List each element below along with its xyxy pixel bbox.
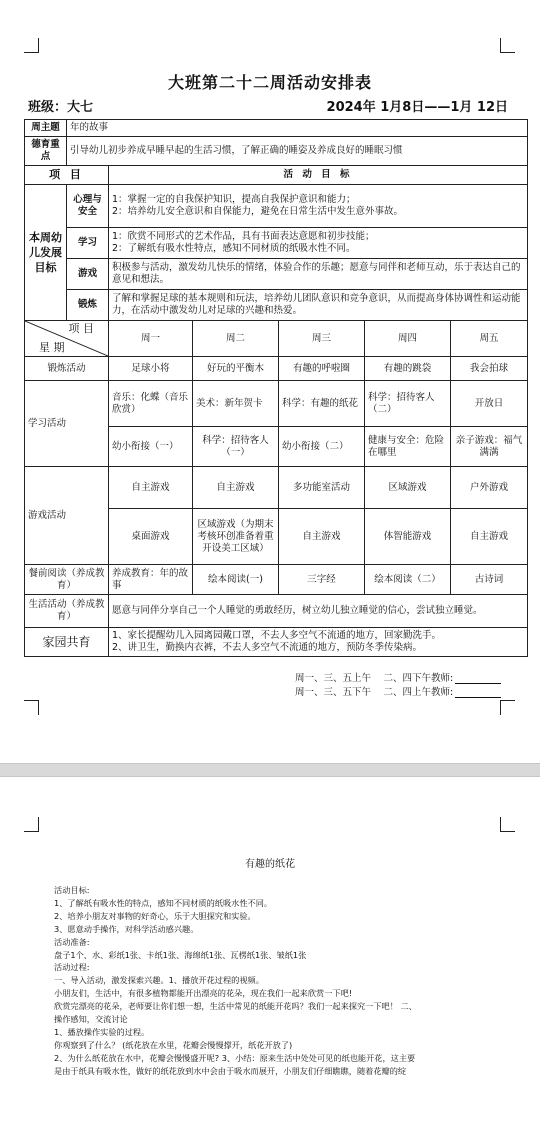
- body-line: 2、培养小朋友对事物的好奇心，乐于大胆探究和实验。: [54, 910, 256, 921]
- game-cell: 自主游戏: [193, 467, 279, 509]
- teacher-sign-label: 周一、三、五上午 二、四下午教师:: [295, 673, 454, 684]
- moral-label: 德育重点: [25, 137, 67, 166]
- goal-line: 2：了解纸有吸水性特点，感知不同材质的纸吸水性不同。: [112, 243, 356, 254]
- game-cell: 自主游戏: [109, 467, 193, 509]
- game-cell: 区域游戏: [365, 467, 451, 509]
- page-title: 大班第二十二周活动安排表: [167, 73, 372, 92]
- study-cell: 健康与安全：危险在哪里: [365, 427, 451, 467]
- body-line: 你观察到了什么？ (纸花放在水里，花瓣会慢慢撑开，纸花开放了): [54, 1039, 293, 1050]
- home-label: 家园共育: [25, 628, 109, 657]
- goal-label-safety: 心理与安全: [67, 185, 109, 228]
- exercise-cell: 好玩的平衡木: [193, 357, 279, 381]
- day-header: 周五: [451, 321, 528, 357]
- teacher-sign-line-2: [295, 684, 501, 698]
- goal-label-exercise: 锻炼: [67, 290, 109, 321]
- teacher-sign-label: 周一、三、五下午 二、四上午教师:: [295, 687, 454, 698]
- goal-label-game: 游戏: [67, 259, 109, 290]
- game-cell: 多功能室活动: [279, 467, 365, 509]
- goal-line: 1：掌握一定的自我保护知识，提高自我保护意识和能力；: [112, 194, 356, 205]
- page-separator: [0, 763, 540, 777]
- home-line: 2、讲卫生，勤换内衣裤，不去人多空气不流通的地方，预防冬季传染病。: [112, 642, 423, 653]
- exercise-cell: 足球小将: [109, 357, 193, 381]
- home-line: 1、家长提醒幼儿入园离园戴口罩，不去人多空气不流通的地方，回家勤洗手。: [112, 630, 442, 641]
- lesson-body: [54, 884, 514, 1078]
- game-cell: 桌面游戏: [109, 509, 193, 565]
- body-line: 2、为什么纸花放在水中，花瓣会慢慢盛开呢? 3、小结：原来生活中处处可见的纸也能开花，这主要: [54, 1052, 416, 1063]
- lesson-title: 有趣的纸花: [245, 859, 295, 870]
- study-cell: 科学：招待客人（一）: [193, 427, 279, 467]
- class-label: 班级：大七: [28, 100, 94, 115]
- crop-mark: [24, 38, 39, 53]
- body-line: 活动目标:: [54, 885, 90, 895]
- theme-label: 周主题: [25, 120, 67, 137]
- crop-mark: [500, 817, 515, 832]
- game-label: 游戏活动: [25, 467, 109, 565]
- study-cell: 音乐：化蝶（音乐欣赏）: [109, 381, 193, 427]
- reading-cell: 三字经: [279, 565, 365, 595]
- study-cell: 科学：有趣的纸花: [279, 381, 365, 427]
- day-header: 周三: [279, 321, 365, 357]
- day-header: 周四: [365, 321, 451, 357]
- goal-label-study: 学习: [67, 228, 109, 259]
- goal-text-study: [109, 228, 528, 259]
- day-header: 周二: [193, 321, 279, 357]
- goal-line: 2：培养幼儿安全意识和自保能力，避免在日常生活中发生意外事故。: [112, 206, 404, 217]
- life-label: 生活活动（养成教育）: [25, 595, 109, 628]
- signature-blank: [455, 674, 501, 684]
- moral-value: 引导幼儿初步养成早睡早起的生活习惯，了解正确的睡姿及养成良好的睡眠习惯: [67, 137, 528, 166]
- crop-mark: [500, 38, 515, 53]
- study-cell: 美术：新年贺卡: [193, 381, 279, 427]
- study-cell: 开放日: [451, 381, 528, 427]
- game-cell: 自主游戏: [279, 509, 365, 565]
- exercise-cell: 我会拍球: [451, 357, 528, 381]
- body-line: 1、了解纸有吸水性的特点，感知不同材质的纸吸水性不同。: [54, 897, 273, 908]
- life-text: 愿意与同伴分享自己一个人睡觉的勇敢经历，树立幼儿独立睡觉的信心，尝试独立睡觉。: [109, 595, 528, 628]
- weekly-goals-label: 本周幼儿发展目标: [25, 185, 67, 321]
- study-cell: 亲子游戏：福气满满: [451, 427, 528, 467]
- body-line: 欣赏完漂亮的花朵，老师要让你们想一想，生活中常见的纸能开花吗？我们一起来探究一下吧！ 二、: [54, 1001, 417, 1012]
- reading-cell: 养成教育：年的故事: [109, 565, 193, 595]
- exercise-cell: 有趣的呼啦圈: [279, 357, 365, 381]
- goal-text-exercise: 了解和掌握足球的基本规则和玩法，培养幼儿团队意识和竞争意识，从而提高身体协调性和运动能力，在活动中激发幼儿对足球的兴趣和热爱。: [109, 290, 528, 321]
- date-range: 2024年 1月8日——1月 12日: [326, 100, 508, 115]
- goal-line: 1：欣赏不同形式的艺术作品，具有书面表达意愿和初步技能；: [112, 231, 375, 242]
- item-label: 项 目: [25, 166, 109, 185]
- exercise-cell: 有趣的跳袋: [365, 357, 451, 381]
- corner-top-label: 项 目: [68, 322, 94, 335]
- theme-value: 年的故事: [67, 120, 528, 137]
- activity-schedule-table: [24, 119, 528, 657]
- reading-label: 餐前阅读（养成教育）: [25, 565, 109, 595]
- document-page-2: [0, 777, 540, 1122]
- corner-header: [25, 321, 109, 357]
- goal-text-safety: [109, 185, 528, 228]
- signature-blank: [455, 688, 501, 698]
- reading-cell: 绘本阅读（二）: [365, 565, 451, 595]
- goals-header: 活 动 目 标: [109, 166, 528, 185]
- body-line: 盘子1个、水、彩纸1张、卡纸1张、海绵纸1张、瓦楞纸1张、皱纸1张: [54, 949, 307, 960]
- teacher-sign-line-1: [295, 670, 501, 684]
- crop-mark: [24, 817, 39, 832]
- study-cell: 幼小衔接（二）: [279, 427, 365, 467]
- corner-bottom-label: 星 期: [39, 341, 65, 354]
- game-cell: 自主游戏: [451, 509, 528, 565]
- reading-cell: 古诗词: [451, 565, 528, 595]
- study-cell: 幼小衔接（一）: [109, 427, 193, 467]
- crop-mark: [500, 700, 515, 715]
- body-line: 1、播放操作实验的过程。: [54, 1026, 150, 1037]
- body-line: 活动过程:: [54, 962, 90, 973]
- diagonal-line: [25, 321, 108, 356]
- body-line: 小朋友们，生活中，有很多植物都能开出漂亮的花朵，现在我们一起来欣赏一下吧!: [54, 988, 353, 999]
- study-cell: 科学：招待客人（二）: [365, 381, 451, 427]
- crop-mark: [24, 700, 39, 715]
- game-cell: 区域游戏（为期末考核环创准备着重开设美工区域）: [193, 509, 279, 565]
- game-cell: 体智能游戏: [365, 509, 451, 565]
- body-line: 是由于纸具有吸水性，做好的纸花放到水中会由于吸水而展开，小朋友们仔细瞧瞧，随着花瓣的绽: [54, 1065, 407, 1076]
- body-line: 3、愿意动手操作，对科学活动感兴趣。: [54, 923, 199, 934]
- body-line: 活动准备:: [54, 936, 90, 947]
- day-header: 周一: [109, 321, 193, 357]
- body-line: 一、导入活动，激发探索兴趣。1、播放开花过程的视频。: [54, 975, 264, 986]
- exercise-label: 锻炼活动: [25, 357, 109, 381]
- study-label: 学习活动: [25, 381, 109, 467]
- game-cell: 户外游戏: [451, 467, 528, 509]
- goal-text-game: 积极参与活动，激发幼儿快乐的情绪，体验合作的乐趣；愿意与同伴和老师互动，乐于表达自己的意见和想法。: [109, 259, 528, 290]
- reading-cell: 绘本阅读(一): [193, 565, 279, 595]
- home-text: [109, 628, 528, 657]
- body-line: 操作感知，交流讨论: [54, 1014, 128, 1025]
